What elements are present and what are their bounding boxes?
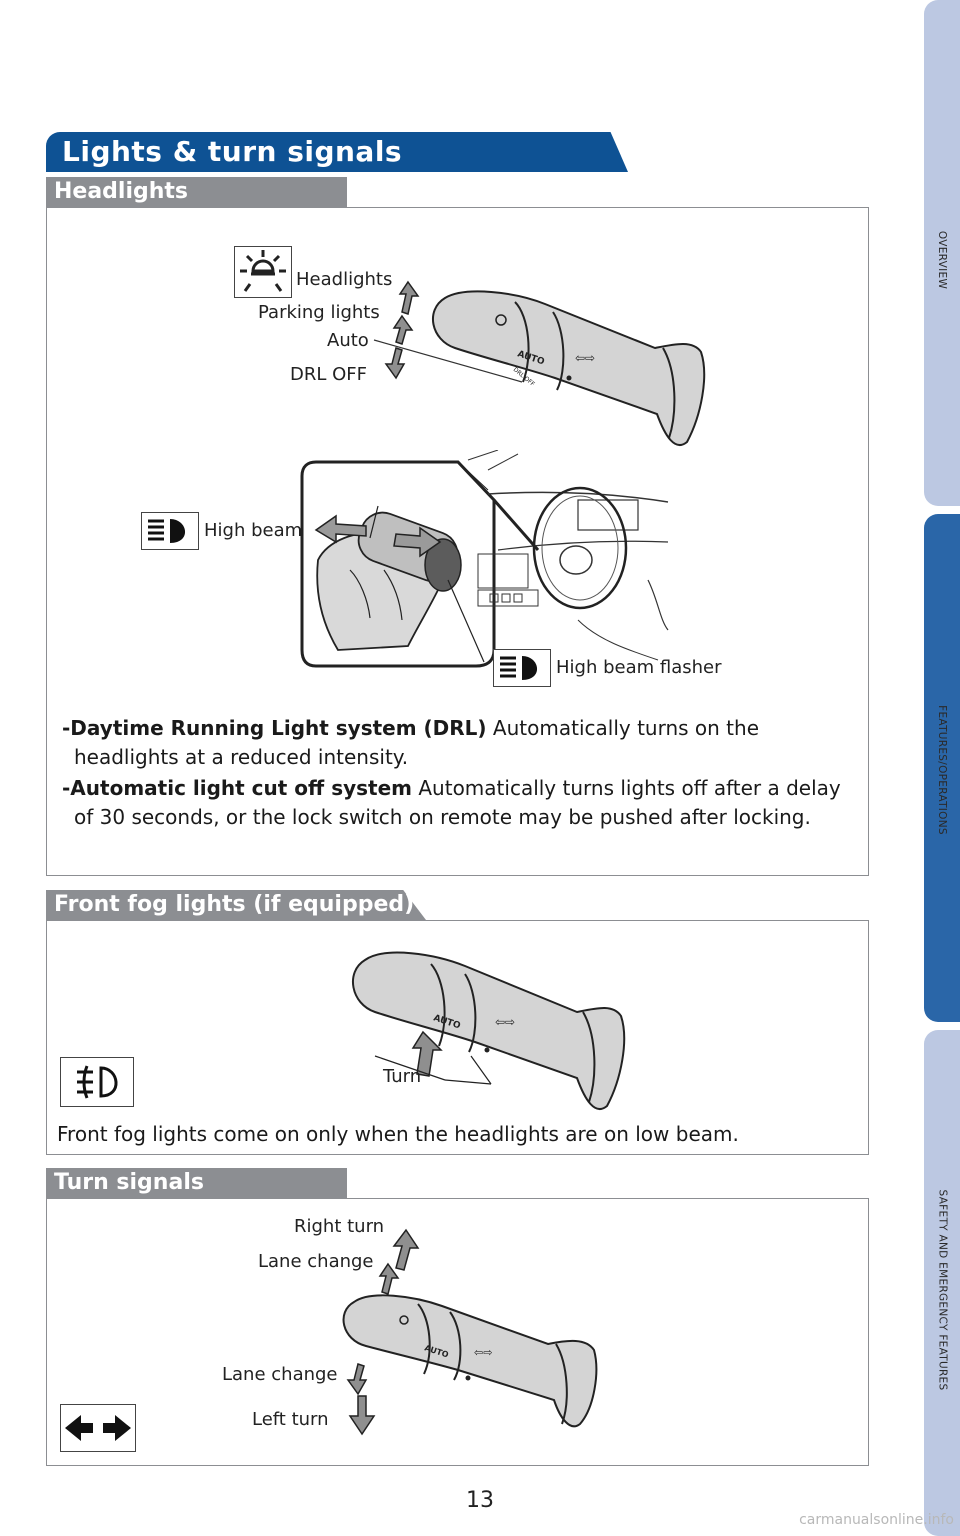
switch-auto-mark: AUTO [516,349,546,368]
turn-signal-arrows-icon [61,1405,135,1451]
side-tab-label: OVERVIEW [936,230,949,290]
drl-text: Automatically turns on the headlights at a reduced intensity. [74,716,759,769]
label-lane-change-down: Lane change [222,1364,338,1385]
side-tab-label: FEATURES/OPERATIONS [936,705,948,835]
svg-text:⇦⇨: ⇦⇨ [495,1015,516,1029]
side-tab-label: SAFETY AND EMERGENCY FEATURES [936,1189,948,1391]
label-high-beam: High beam [204,520,303,541]
high-beam-flasher-icon [494,650,550,686]
label-turn: Turn [383,1066,422,1087]
dashboard-illustration [298,450,678,670]
label-right-turn: Right turn [294,1216,385,1237]
turn-signals-title: Turn signals [54,1170,204,1195]
drl-title: -Daytime Running Light system (DRL) [62,716,487,740]
high-beam-icon-box [141,512,199,550]
label-parking-lights: Parking lights [258,302,380,323]
cutoff-text: Automatically turns lights off after a delay of 30 seconds, or the lock switch on remote may be pushed after locking. [74,776,841,829]
fog-light-icon-box [60,1057,134,1107]
fog-title: Front fog lights (if equipped) [54,892,415,917]
label-headlights: Headlights [296,269,393,290]
label-drl-off: DRL OFF [290,364,367,385]
high-beam-icon [142,513,198,549]
label-left-turn: Left turn [252,1409,329,1430]
headlight-icon-box [234,246,292,298]
headlights-title: Headlights [54,179,189,204]
svg-text:⇦⇨: ⇦⇨ [474,1346,493,1359]
svg-text:⇦⇨: ⇦⇨ [575,351,596,365]
fog-light-icon [61,1058,133,1106]
label-high-beam-flasher: High beam flasher [556,657,722,678]
svg-text:AUTO: AUTO [423,1343,450,1360]
cutoff-title: -Automatic light cut off system [62,776,413,800]
page-number: 13 [466,1488,494,1513]
svg-text:AUTO: AUTO [432,1013,462,1032]
drl-description [62,714,862,832]
headlight-icon [235,247,291,297]
fog-description: Front fog lights come on only when the headlights are on low beam. [57,1122,739,1146]
page-title: Lights & turn signals [62,135,403,168]
switch-drl-mark: DRL OFF [511,366,536,389]
high-beam-flasher-icon-box [493,649,551,687]
headlight-stalk-illustration [425,286,715,450]
turn-signal-icon-box [60,1404,136,1452]
label-auto: Auto [327,330,369,351]
watermark: carmanualsonline.info [799,1512,954,1528]
fog-stalk-illustration [345,946,635,1116]
turn-stalk-illustration [338,1290,608,1430]
label-lane-change-up: Lane change [258,1251,374,1272]
